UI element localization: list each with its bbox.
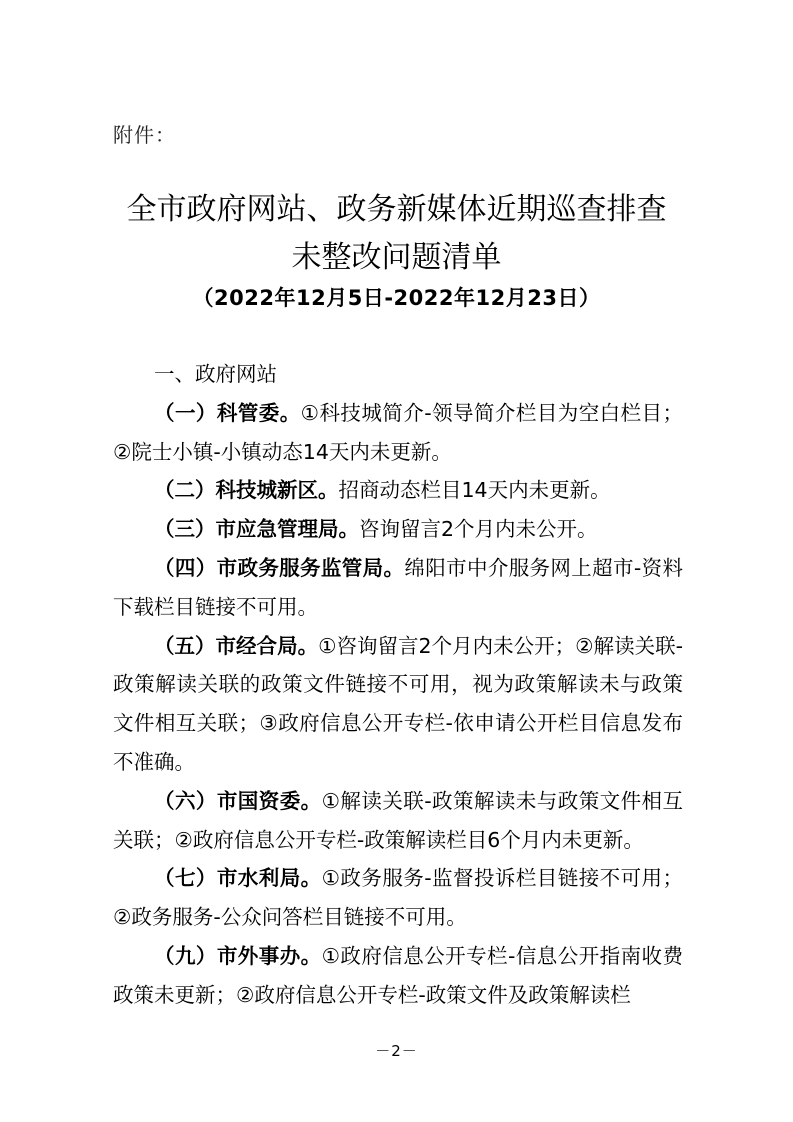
item-heading: （六）市国资委。 <box>154 788 322 813</box>
page-number: －2－ <box>375 1042 418 1060</box>
item-text: 绵阳市中介服务网上超市-资料下载栏目链接不可用。 <box>113 555 684 619</box>
section-heading: 一、政府网站 <box>154 362 277 386</box>
document-title-line-1: 全市政府网站、政务新媒体近期巡查排查 <box>126 192 667 227</box>
list-item <box>113 394 683 472</box>
document-title-line-2: 未整改问题清单 <box>291 240 502 275</box>
item-heading: （四）市政务服务监管局。 <box>154 555 405 580</box>
item-text: ①科技城简介-领导简介栏目为空白栏目；②院士小镇-小镇动态14天内未更新。 <box>113 400 684 464</box>
item-text: ①咨询留言2个月内未公开；②解读关联-政策解读关联的政策文件链接不可用，视为政策解读未与政策文件相互关联；③政府信息公开专栏-依申请公开栏目信息发布不准确。 <box>113 633 683 774</box>
item-text: ①政府信息公开专栏-信息公开指南收费政策未更新；②政府信息公开专栏-政策文件及政策解读栏 <box>113 943 683 1007</box>
list-item <box>113 627 683 782</box>
item-text: 招商动态栏目14天内未更新。 <box>338 478 611 503</box>
list-item <box>113 549 683 627</box>
item-text: 咨询留言2个月内未公开。 <box>359 517 598 542</box>
item-heading: （九）市外事办。 <box>154 943 322 968</box>
list-item <box>113 471 683 510</box>
item-text: ①政务服务-监督投诉栏目链接不可用；②政务服务-公众问答栏目链接不可用。 <box>113 866 683 930</box>
item-text: ①解读关联-政策解读未与政策文件相互关联；②政府信息公开专栏-政策解读栏目6个月内未更新。 <box>113 788 683 852</box>
document-date-range: （2022年12月5日-2022年12月23日） <box>192 286 601 310</box>
item-heading: （七）市水利局。 <box>154 866 322 891</box>
list-item <box>113 782 683 860</box>
list-item <box>113 510 683 549</box>
list-item <box>113 937 683 1015</box>
item-heading: （三）市应急管理局。 <box>154 517 359 542</box>
item-heading: （五）市经合局。 <box>154 633 319 658</box>
item-heading: （一）科管委。 <box>154 400 301 425</box>
list-item <box>113 859 683 937</box>
item-heading: （二）科技城新区。 <box>154 478 339 503</box>
attachment-label: 附件： <box>113 123 176 147</box>
document-body <box>113 355 683 1015</box>
